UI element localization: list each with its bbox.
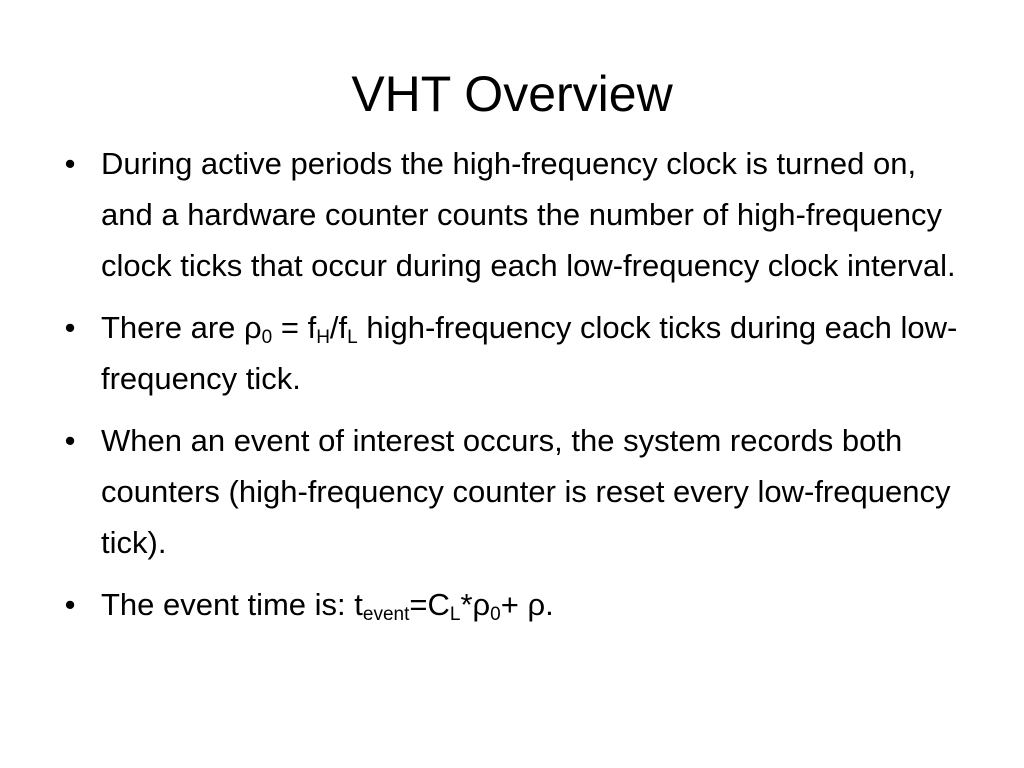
bullet-item-event-time [56, 579, 966, 630]
bullet-text-part: /f [329, 310, 348, 345]
bullet-dot-icon: • [64, 310, 76, 345]
bullet-item-event-records [56, 415, 966, 568]
subscript: 0 [490, 604, 501, 625]
bullet-text-part: There are ρ [101, 310, 262, 345]
subscript: L [347, 327, 358, 348]
bullet-dot-icon: • [64, 423, 76, 458]
bullet-dot-icon: • [64, 146, 76, 181]
bullet-item-active-periods [56, 138, 966, 291]
subscript: H [316, 327, 330, 348]
bullet-text: During active periods the high-frequency clock is turned on, and a hardware counter counts the number of high-frequency clock ticks that occur during each low-frequency clock interval. [101, 146, 956, 283]
bullet-text-part: high-frequency clock ticks during each low-frequency tick. [101, 310, 958, 396]
bullet-item-clock-ratio [56, 302, 966, 404]
bullet-text-part: = f [272, 310, 317, 345]
slide-title: VHT Overview [351, 66, 673, 122]
bullet-text: When an event of interest occurs, the system records both counters (high-frequency counter is reset every low-frequency tick). [101, 423, 951, 560]
subscript: 0 [261, 327, 273, 348]
bullet-text-part: The event time is: t [101, 587, 363, 622]
bullet-dot-icon: • [64, 587, 76, 622]
bullet-list [56, 138, 966, 641]
subscript: L [449, 604, 461, 625]
bullet-text-part: *ρ [460, 587, 491, 622]
bullet-text-part: + ρ. [500, 587, 554, 622]
bullet-text-part: =C [409, 587, 450, 622]
subscript: event [362, 604, 410, 625]
